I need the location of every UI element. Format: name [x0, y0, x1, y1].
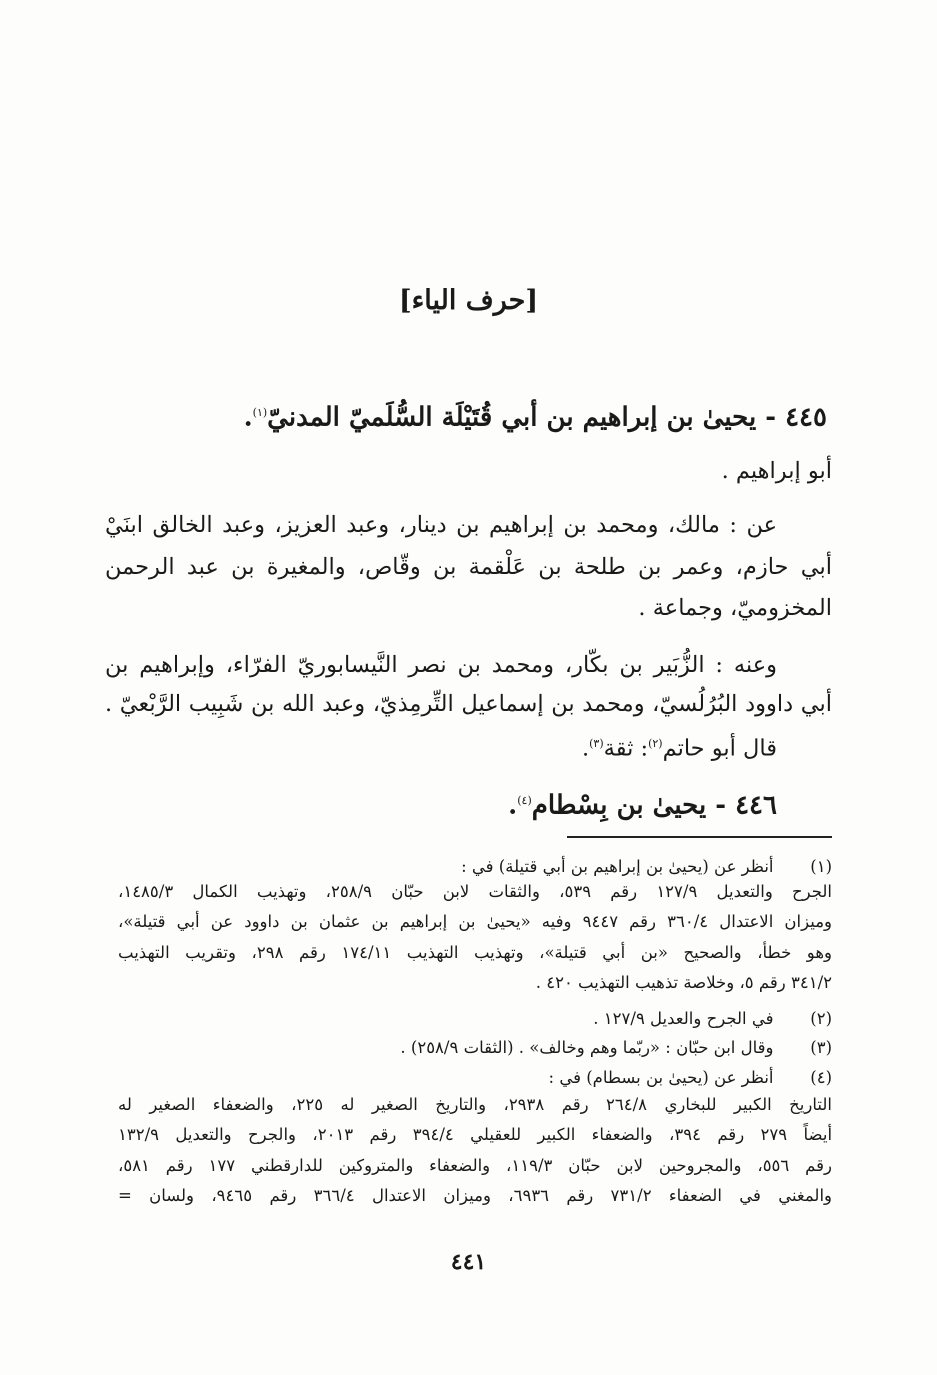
footnote-line: رقم ٥٥٦، والمجروحين لابن حبّان ١١٩/٣، والضعفاء والمتروكين للدارقطني ١٧٧ رقم ٥٨١،: [118, 1156, 832, 1175]
page-number: ٤٤١: [450, 1249, 487, 1275]
footnote-ref-3[interactable]: (٣): [589, 737, 604, 750]
grading-prefix: قال أبو حاتم: [662, 735, 777, 762]
entry-446-title: ٤٤٦ - يحيىٰ بن بِسْطام: [531, 790, 777, 821]
entry-445-title: ٤٤٥ - يحيىٰ بن إبراهيم بن أبي قُتَيْلَة السُّلَميّ المدنيّ: [267, 402, 827, 433]
entry-446-heading: [508, 782, 777, 825]
grading-period: .: [581, 735, 590, 762]
footnote-line: والمغني في الضعفاء ٧٣١/٢ رقم ٦٩٣٦، وميزان الاعتدال ٣٦٦/٤ رقم ٩٤٦٥، ولسان =: [118, 1186, 833, 1205]
footnote-1: [461, 855, 832, 879]
footnote-line: أيضاً ٢٧٩ رقم ٣٩٤، والضعفاء الكبير للعقيلي ٣٩٤/٤ رقم ٢٠١٣، والجرح والتعديل ١٣٢/٩: [118, 1125, 833, 1144]
footnote-2: [593, 1007, 832, 1031]
footnote-text: أنظر عن (يحيىٰ بن إبراهيم بن أبي قتيلة) في :: [461, 857, 774, 876]
footnote-line: وهو خطأ، والصحيح «بن أبي قتيلة»، وتهذيب التهذيب ١٧٤/١١ رقم ٢٩٨، وتقريب التهذيب: [118, 943, 833, 962]
chapter-heading: [حرف الياء]: [398, 285, 539, 316]
footnote-text: وقال ابن حبّان : «ربّما وهم وخالف» . (الثقات ٢٥٨/٩) .: [400, 1038, 774, 1057]
entry-445-period: .: [243, 402, 253, 433]
footnote-text: أنظر عن (يحيىٰ بن بسطام) في :: [548, 1068, 774, 1087]
entry-445-from-line: أبي حازم، وعمر بن طلحة بن عَلْقمة بن وقّاص، والمغيرة بن عبد الرحمن: [105, 554, 832, 580]
footnote-ref-4[interactable]: (٤): [517, 794, 532, 807]
footnote-text: في الجرح والعديل ١٢٧/٩ .: [593, 1009, 774, 1028]
footnote-4: [549, 1066, 832, 1090]
footnote-number: (٢): [810, 1009, 832, 1028]
footnote-separator: [567, 836, 832, 838]
entry-445-kunya: أبو إبراهيم .: [721, 458, 832, 484]
footnote-line: التاريخ الكبير للبخاري ٢٦٤/٨ رقم ٢٩٣٨، والتاريخ الصغير له ٢٢٥، والضعفاء الصغير له: [118, 1095, 832, 1114]
entry-445-heading: [244, 394, 827, 437]
footnote-number: (٣): [810, 1038, 832, 1057]
entry-445-grading: [582, 727, 777, 766]
footnote-number: (١): [810, 857, 832, 876]
footnote-line: الجرح والتعديل ١٢٧/٩ رقم ٥٣٩، والثقات لابن حبّان ٢٥٨/٩، وتهذيب الكمال ١٤٨٥/٣،: [118, 882, 832, 901]
grading-verdict: : ثقة: [603, 735, 649, 762]
entry-445-to-line: وعنه : الزُّبَير بن بكّار، ومحمد بن نصر النَّيسابوريّ الفرّاء، وإبراهيم بن: [105, 652, 777, 678]
footnote-line: ٣٤١/٢ رقم ٥، وخلاصة تذهيب التهذيب ٤٢٠ .: [535, 973, 832, 992]
entry-445-from-line: المخزوميّ، وجماعة .: [638, 595, 832, 621]
footnote-3: [400, 1036, 832, 1060]
footnote-number: (٤): [810, 1068, 832, 1087]
entry-446-period: .: [508, 790, 518, 821]
entry-445-to-line: أبي داوود البُرُلُسيّ، ومحمد بن إسماعيل التِّرمِذيّ، وعبد الله بن شَبِيب الرَّبْعيّ .: [105, 691, 832, 717]
entry-445-from-line: عن : مالك، ومحمد بن إبراهيم بن دينار، وعبد العزيز، وعبد الخالق ابنَيْ: [105, 512, 777, 538]
footnote-ref-1[interactable]: (١): [252, 406, 268, 419]
footnote-line: وميزان الاعتدال ٣٦٠/٤ رقم ٩٤٤٧ وفيه «يحيىٰ بن إبراهيم بن عثمان بن داوود عن أبي قتيلة»،: [118, 912, 833, 931]
footnote-ref-2[interactable]: (٢): [648, 737, 663, 750]
